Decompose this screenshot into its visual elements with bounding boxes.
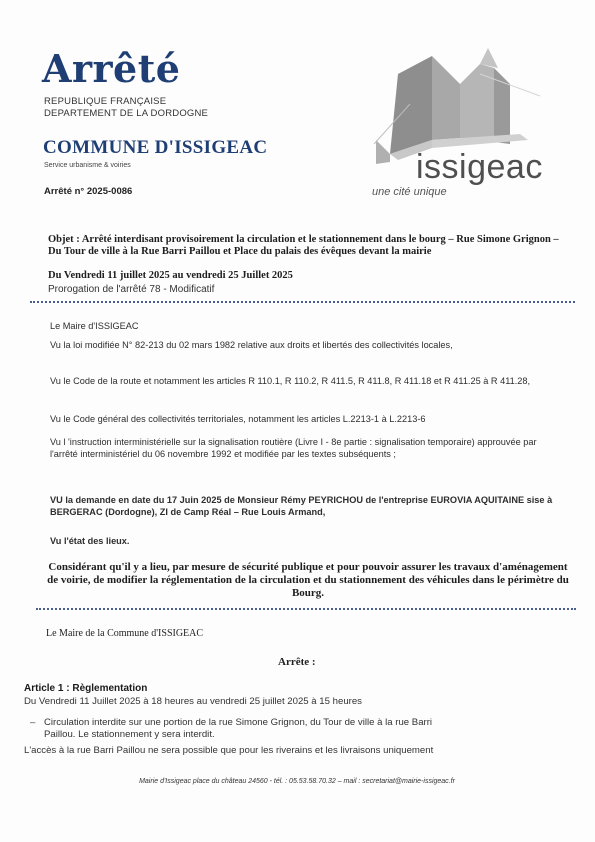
bullet-dash: – — [30, 717, 36, 728]
visa-loi: Vu la loi modifiée N° 82-213 du 02 mars 1982 relative aux droits et libertés des collectivités locales, — [50, 340, 453, 350]
visa-demande: VU la demande en date du 17 Juin 2025 de Monsieur Rémy PEYRICHOU de l'entreprise EUROVIA AQUITAINE sise à BERGERAC (Dordogne), ZI de Camp Réal – Rue Louis Armand, — [50, 495, 553, 517]
logo-tagline: une cité unique — [372, 186, 447, 198]
visa-instruction: Vu l 'instruction interministérielle sur la signalisation routière (Livre I - 8e partie : signalisation temporaire) approuvée par l'arrêté interministériel du 06 novembre 1992 et modifiée par les textes subséquents ; — [50, 437, 537, 459]
republic-heading — [44, 96, 208, 120]
arrete-heading: Arrête : — [278, 656, 316, 668]
acces-text: L'accès à la rue Barri Paillou ne sera possible que pour les riverains et les livraisons uniquement — [24, 745, 434, 756]
article-1-dates: Du Vendredi 11 Juillet 2025 à 18 heures au vendredi 25 juillet 2025 à 15 heures — [24, 696, 362, 707]
dotted-separator-2 — [36, 608, 576, 610]
dotted-separator — [30, 301, 575, 303]
bullet-1 — [44, 717, 564, 741]
departement-line: DEPARTEMENT DE LA DORDOGNE — [44, 108, 209, 119]
decision-maire: Le Maire de la Commune d'ISSIGEAC — [46, 628, 204, 639]
bullet-1-line-2: Paillou. Le stationnement y sera interdit. — [44, 729, 215, 740]
republique-line: REPUBLIQUE FRANÇAISE — [44, 96, 167, 107]
commune-name: COMMUNE D'ISSIGEAC — [43, 137, 268, 158]
visa-cgct: Vu le Code général des collectivités territoriales, notamment les articles L.2213-1 à L.2213-6 — [50, 414, 426, 424]
prorogation-line: Prorogation de l'arrêté 78 - Modificatif — [48, 284, 215, 295]
visa-code-route: Vu le Code de la route et notamment les articles R 110.1, R 110.2, R 411.5, R 411.8, R 411.18 et R 411.25 à R 411.28, — [50, 376, 531, 386]
considerant-paragraph: Considérant qu'il y a lieu, par mesure de sécurité publique et pour pouvoir assurer les travaux d'aménagement de voirie, de modifier la réglementation de la circulation et du stationnement des véhicules dans le périmètre du Bourg. — [47, 561, 569, 599]
footer-address: Mairie d'Issigeac place du château 24560 - tél. : 05.53.58.70.32 – mail : secretariat@mairie-issigeac.fr — [139, 778, 455, 785]
objet-dates: Du Vendredi 11 juillet 2025 au vendredi 25 Juillet 2025 — [48, 270, 293, 281]
article-1-title: Article 1 : Règlementation — [24, 683, 148, 694]
arrete-number: Arrêté n° 2025-0086 — [44, 186, 133, 197]
visa-maire: Le Maire d'ISSIGEAC — [50, 321, 139, 331]
bullet-1-line-1: Circulation interdite sur une portion de la rue Simone Grignon, du Tour de ville à la rue Barri — [44, 717, 433, 728]
document-title: Arrêté — [42, 46, 181, 91]
objet-text: Objet : Arrêté interdisant provisoirement la circulation et le stationnement dans le bourg – Rue Simone Grignon – Du Tour de ville à la Rue Barri Paillou et Place du palais des évêques devant la mairie — [48, 234, 559, 257]
service-label: Service urbanisme & voiries — [44, 162, 131, 169]
logo-wordmark: issigeac — [416, 148, 543, 186]
visa-etat-lieux: Vu l'état des lieux. — [50, 536, 130, 546]
